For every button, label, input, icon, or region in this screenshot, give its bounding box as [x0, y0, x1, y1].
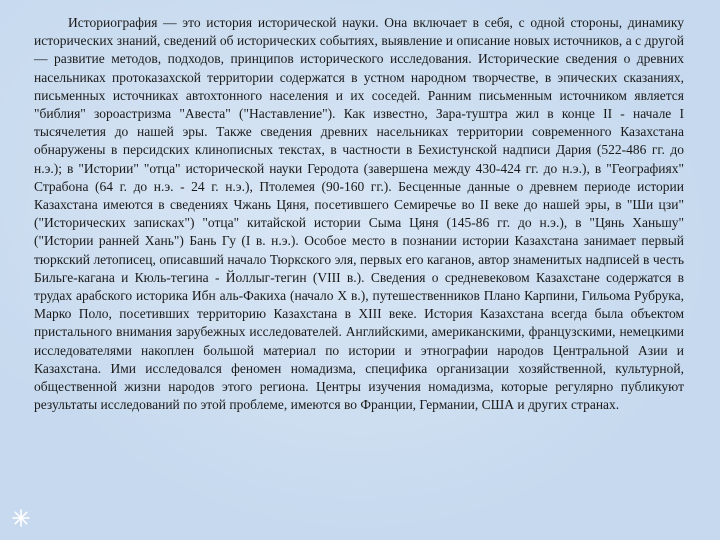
star-ornament-icon [11, 508, 31, 528]
body-paragraph: Историография — это история исторической науки. Она включает в себя, с одной стороны, динамику исторических знаний, сведений об исторических событиях, выявление и описание новых источников, а с другой — развитие методов, подходов, принципов исторического исследования. Исторические сведения о древних насельниках протоказахской территории содержатся в устном народном творчестве, в эпических сказаниях, письменных источниках автохтонного населения и их соседей. Ранним письменным источником является "библия" зороастризма "Авеста" ("Наставление"). Как известно, Зара-туштра жил в конце II - начале I тысячелетия до нашей эры. Также сведения древних насельниках территории современного Казахстана обнаружены в персидских клинописных текстах, в частности в Бехистунской надписи Дария (522-486 гг. до н.э.); в "Истории" "отца" исторической науки Геродота (завершена между 430-424 гг. до н.э.), в "Географиях" Страбона (64 г. до н.э. - 24 г. н.э.), Птолемея (90-160 гг.). Бесценные данные о древнем периоде истории Казахстана имеются в сведениях Чжань Цяня, посетившего Семиречье во II веке до нашей эры, в "Ши цзи" ("Исторических записках") "отца" китайской истории Сыма Цяня (145-86 гг. до н.э.), в "Цянь Ханьшу" ("Истории ранней Хань") Бань Гу (I в. н.э.). Особое место в познании истории Казахстана занимает первый тюркский летописец, описавший начало Тюркского эля, первых его каганов, автор знаменитых надписей в честь Бильге-кагана и Кюль-тегина - Йоллыг-тегин (VIII в.). Сведения о средневековом Казахстане содержатся в трудах арабского историка Ибн аль-Факиха (начало X в.), путешественников Плано Карпини, Гильома Рубрука, Марко Поло, посетивших территорию Казахстана в XIII веке. История Казахстана всегда была объектом пристального внимания зарубежных исследователей. Английскими, американскими, французскими, немецкими исследователями накоплен большой материал по истории и этнографии народов Центральной Азии и Казахстана. Ими исследовался феномен номадизма, специфика организации хозяйственной, культурной, общественной жизни народов этого региона. Центры изучения номадизма, которые регулярно публикуют результаты исследований по этой проблеме, имеются во Франции, Германии, США и других странах. [34, 15, 684, 413]
